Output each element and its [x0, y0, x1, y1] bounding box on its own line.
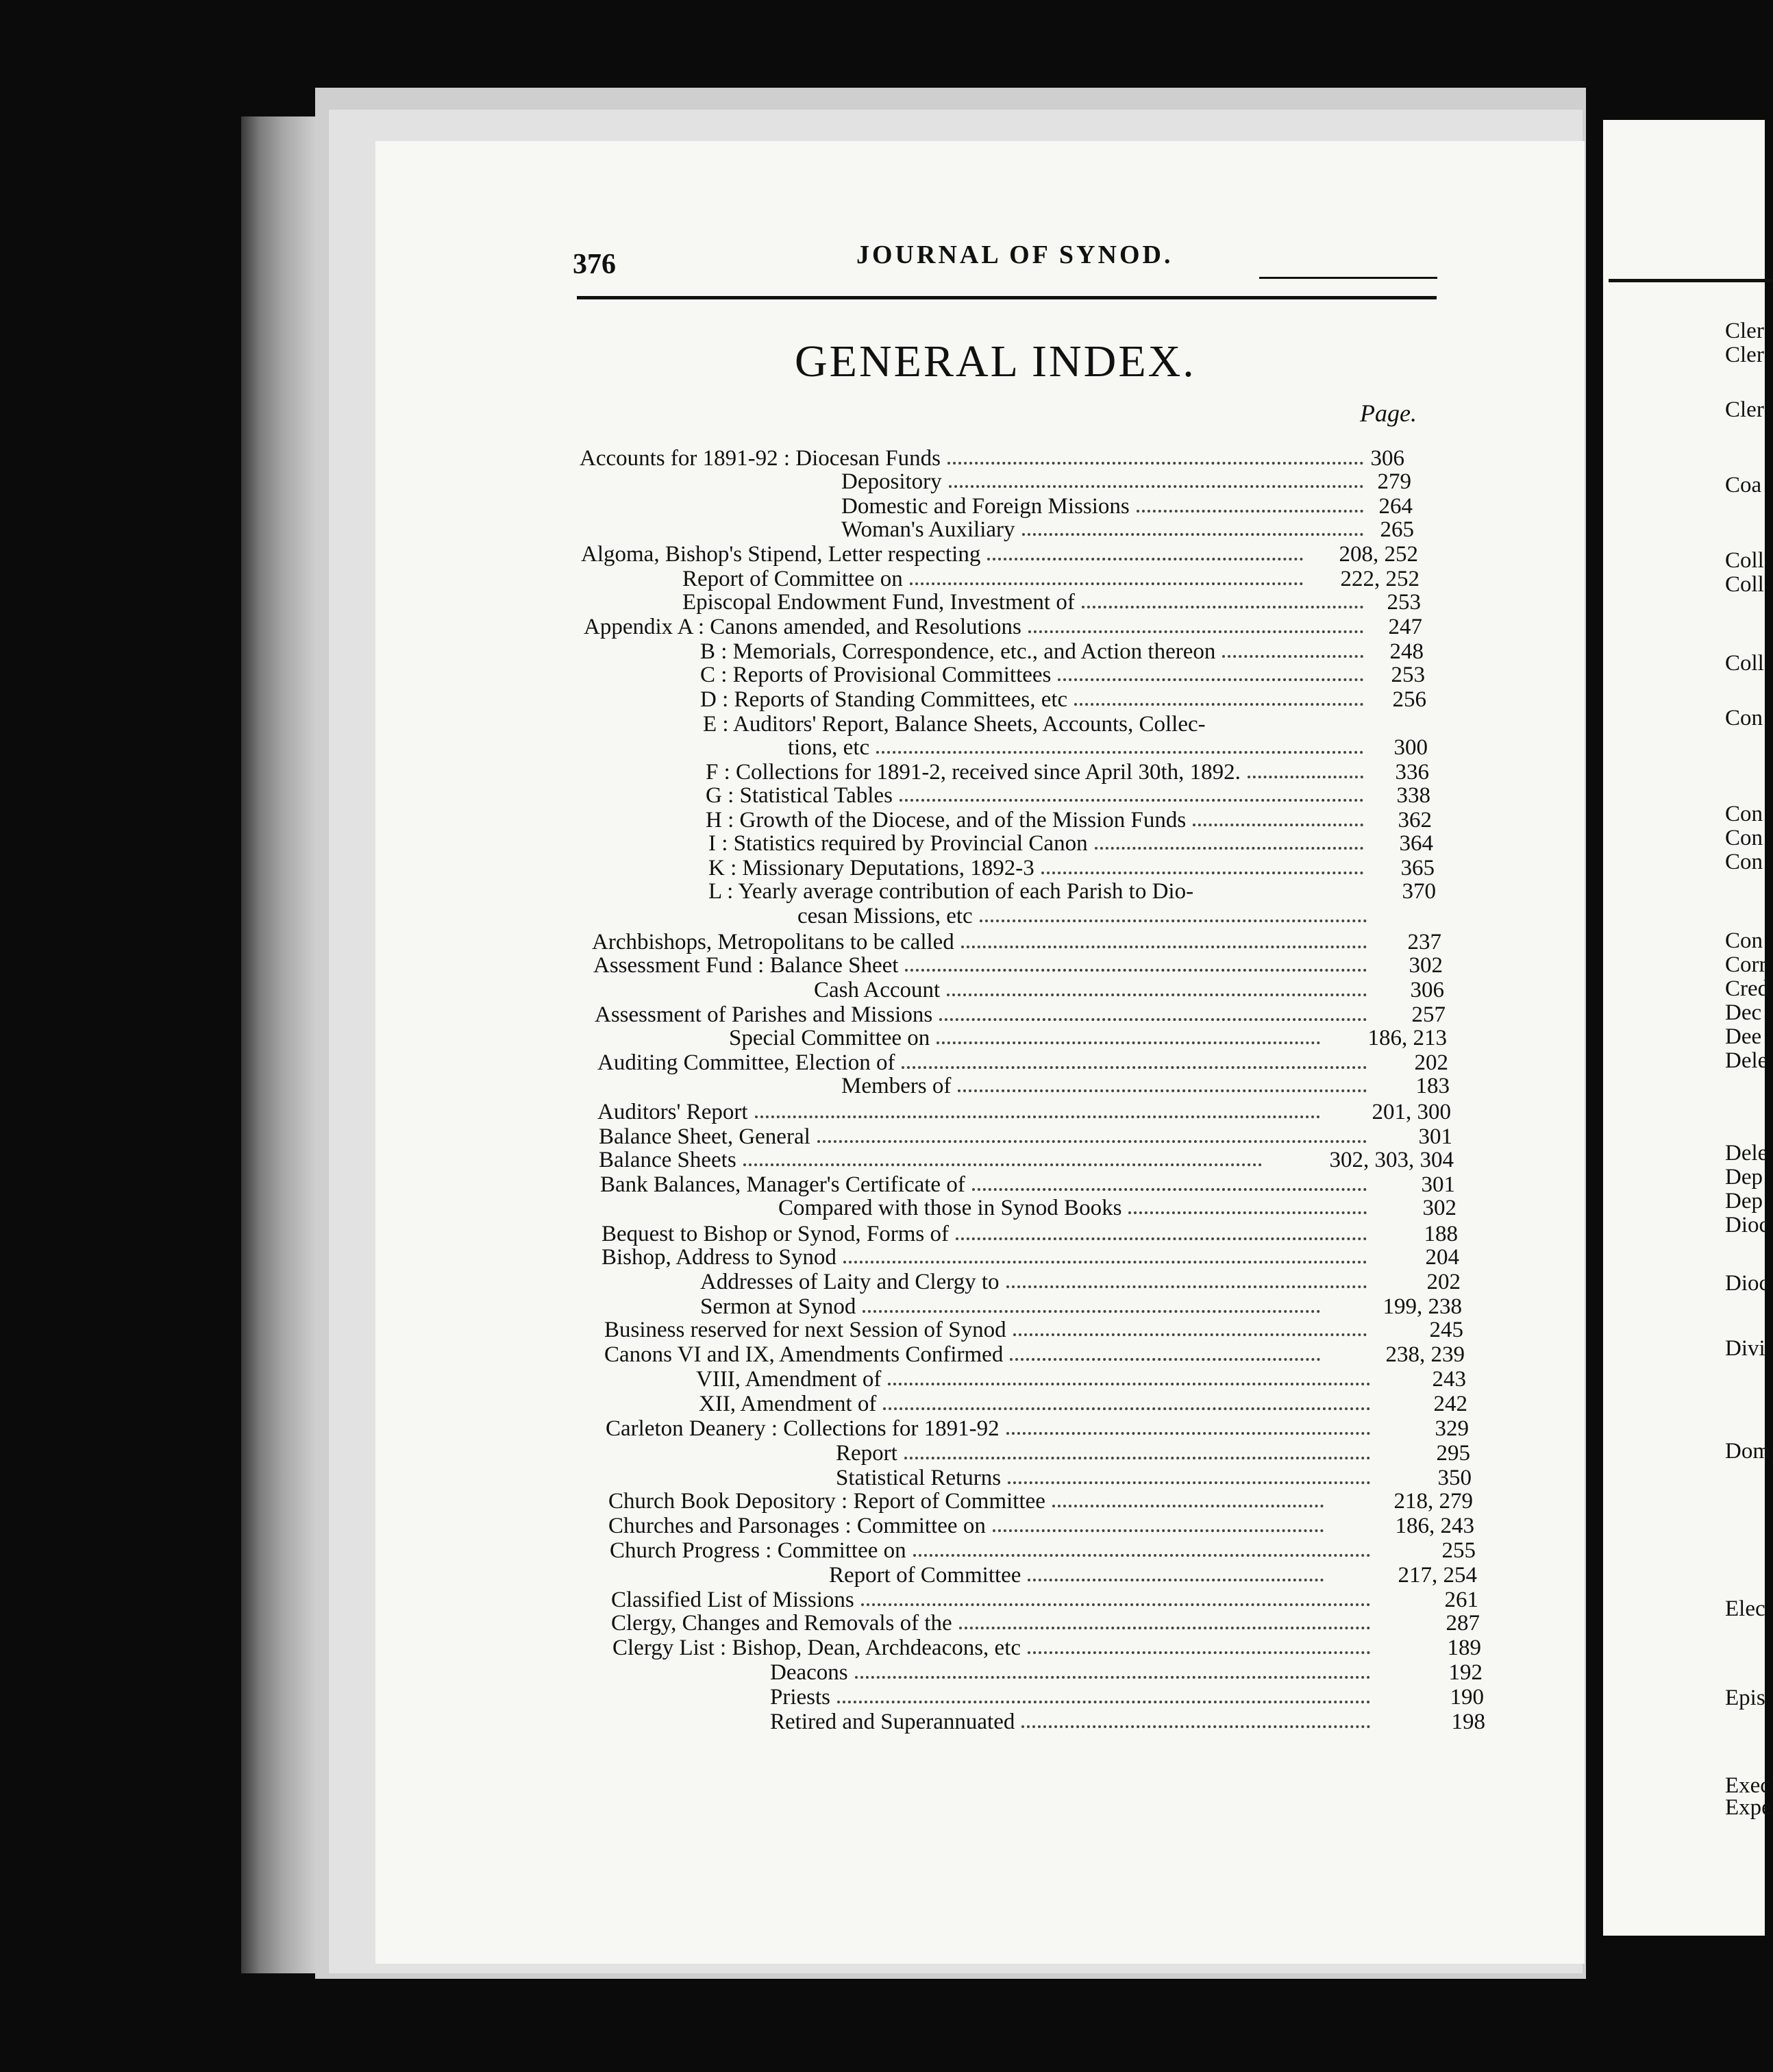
index-entry-page: 198 [1451, 1710, 1485, 1734]
facing-page-fragment: Divi [1725, 1336, 1765, 1361]
index-entry [0, 517, 1765, 543]
dot-leader [743, 1163, 1262, 1166]
index-entry [0, 639, 1765, 665]
index-entry-text: Bequest to Bishop or Synod, Forms of [602, 1222, 949, 1246]
dot-leader [1041, 872, 1363, 874]
index-entry-text: Classified List of Missions [611, 1588, 854, 1612]
index-entry [0, 1562, 1765, 1588]
dot-leader [902, 1066, 1367, 1069]
index-entry-text: Retired and Superannuated [770, 1710, 1015, 1734]
dot-leader [855, 1676, 1370, 1679]
facing-page-fragment: Dom [1725, 1439, 1770, 1464]
dot-leader [949, 485, 1363, 488]
index-entry [0, 687, 1765, 713]
index-entry-page: 365 [1400, 856, 1435, 880]
dot-leader [861, 1603, 1370, 1606]
index-entry [0, 711, 1765, 737]
index-entry-page: 329 [1435, 1416, 1469, 1441]
facing-page-fragment: Con [1725, 802, 1763, 826]
index-entry-text: Report of Committee on [682, 567, 903, 591]
dot-leader [1074, 703, 1363, 706]
facing-page-fragment: Dep [1725, 1165, 1763, 1189]
index-entry-text: Churches and Parsonages : Committee on [608, 1514, 986, 1538]
dot-leader [755, 1115, 1320, 1118]
index-entry-text: Church Progress : Committee on [610, 1538, 906, 1563]
dot-leader [863, 1310, 1320, 1313]
index-entry-text: Assessment Fund : Balance Sheet [593, 953, 899, 978]
index-entry [0, 977, 1765, 1003]
dot-leader [1010, 1358, 1320, 1361]
dot-leader [1028, 630, 1363, 633]
index-entry-text: Carleton Deanery : Collections for 1891-92 [606, 1416, 1000, 1441]
index-entry-page: 370 [1402, 879, 1436, 904]
index-entry-page: 302, 303, 304 [1329, 1148, 1454, 1172]
dot-leader [939, 1018, 1367, 1021]
index-entry-page: 302 [1422, 1196, 1456, 1220]
index-entry [0, 903, 1765, 929]
dot-leader [993, 1529, 1324, 1532]
index-entry-page: 264 [1378, 494, 1413, 519]
index-entry [0, 1050, 1765, 1076]
dot-leader [1128, 1211, 1367, 1214]
dot-leader [905, 969, 1367, 972]
index-entry-page: 204 [1425, 1245, 1459, 1270]
index-entry-text: Report of Committee [829, 1563, 1021, 1588]
facing-page-fragment: Cler [1725, 343, 1764, 367]
index-entry-page: 248 [1389, 639, 1424, 664]
facing-page-rule [1609, 279, 1773, 282]
index-entry-page: 183 [1415, 1074, 1450, 1098]
index-entry [0, 782, 1765, 809]
index-entry [0, 1221, 1765, 1247]
facing-page [1603, 120, 1772, 1936]
index-entry [0, 1147, 1765, 1173]
dot-leader [972, 1188, 1367, 1191]
index-entry [0, 1538, 1765, 1564]
facing-page-fragment: Con [1725, 826, 1763, 850]
index-entry-text: Addresses of Laity and Clergy to [700, 1270, 1000, 1294]
index-entry-page: 201, 300 [1372, 1100, 1451, 1124]
facing-page-fragment: Dee [1725, 1024, 1762, 1049]
index-entry-page: 295 [1436, 1441, 1470, 1466]
index-entry-page: 199, 238 [1383, 1294, 1462, 1319]
index-entry [0, 1025, 1765, 1051]
dot-leader [843, 1261, 1367, 1263]
dot-leader [1248, 776, 1363, 778]
facing-page-fragment: Elec [1725, 1596, 1765, 1621]
dot-leader [959, 1627, 1370, 1629]
dot-leader [961, 946, 1367, 948]
index-entry-text: K : Missionary Deputations, 1892-3 [708, 856, 1034, 880]
index-entry [0, 469, 1765, 495]
index-entry-text: tions, etc [788, 735, 870, 760]
facing-page-fragment: Dioc [1725, 1271, 1770, 1296]
index-entry-text: Bank Balances, Manager's Certificate of [600, 1172, 965, 1197]
dot-leader [1008, 1481, 1370, 1484]
index-entry-page: 362 [1398, 808, 1432, 832]
index-entry [0, 807, 1765, 833]
index-entry-text: B : Memorials, Correspondence, etc., and Action thereon [700, 639, 1216, 664]
index-entry-text: XII, Amendment of [699, 1392, 877, 1416]
facing-page-fragment: Epis [1725, 1686, 1765, 1710]
index-entry [0, 1195, 1765, 1221]
facing-page-fragment: Con [1725, 706, 1763, 730]
facing-page-fragment: Dele [1725, 1048, 1768, 1073]
index-entry-page: 253 [1387, 590, 1421, 615]
index-entry [0, 759, 1765, 785]
index-entry [0, 1073, 1765, 1099]
dot-leader [947, 462, 1363, 465]
index-entry-page: 186, 213 [1367, 1026, 1447, 1050]
index-entry-page: 255 [1441, 1538, 1476, 1563]
index-entry [0, 952, 1765, 978]
index-entry-page: 190 [1450, 1685, 1484, 1710]
index-entry [0, 1488, 1765, 1514]
facing-page-fragment: Coll [1725, 548, 1764, 573]
index-entry [0, 1294, 1765, 1320]
index-entry [0, 1587, 1765, 1613]
index-entry [0, 614, 1765, 640]
index-entry [0, 830, 1765, 856]
dot-leader [1013, 1333, 1367, 1336]
dot-leader [1006, 1432, 1370, 1435]
dot-leader [1006, 1285, 1367, 1288]
facing-page-fragment: Con [1725, 928, 1763, 953]
index-entry-page: 222, 252 [1340, 567, 1419, 591]
index-entry-text: Business reserved for next Session of Synod [604, 1318, 1006, 1342]
index-entry [0, 1366, 1765, 1392]
dot-leader [876, 751, 1363, 754]
index-entry-page: 336 [1395, 760, 1429, 785]
index-entry-text: Bishop, Address to Synod [602, 1245, 836, 1270]
dot-leader [1058, 678, 1363, 681]
index-entry-page: 301 [1418, 1124, 1452, 1149]
dot-leader [904, 1457, 1370, 1459]
dot-leader [1022, 533, 1363, 536]
index-entry [0, 1635, 1765, 1661]
index-entry [0, 1660, 1765, 1686]
index-entry-page: 188 [1424, 1222, 1458, 1246]
index-entry-page: 245 [1429, 1318, 1463, 1342]
facing-page-fragment: Corr [1725, 952, 1767, 977]
index-entry [0, 445, 1765, 471]
index-entry-page: 202 [1426, 1270, 1461, 1294]
index-entry-page: 243 [1432, 1367, 1466, 1392]
facing-page-fragment: Exec [1725, 1773, 1770, 1798]
index-entry-text: D : Reports of Standing Committees, etc [700, 687, 1068, 712]
dot-leader [888, 1383, 1370, 1385]
index-title: GENERAL INDEX. [795, 336, 1196, 386]
index-entry [0, 1244, 1765, 1270]
index-entry-page: 247 [1388, 615, 1422, 639]
dot-leader [1082, 606, 1363, 608]
dot-leader [913, 1554, 1370, 1557]
header-rule-right [1259, 277, 1437, 279]
index-entry [0, 566, 1765, 592]
index-entry-page: 265 [1380, 517, 1414, 542]
index-entry-page: 279 [1377, 469, 1411, 494]
dot-leader [987, 558, 1303, 560]
facing-page-fragment: Dele [1725, 1141, 1768, 1166]
dot-leader [980, 920, 1367, 922]
index-entry-text: F : Collections for 1891-2, received since April 30th, 1892. [706, 760, 1241, 785]
dot-leader [1222, 655, 1363, 658]
index-entry-text: cesan Missions, etc [797, 904, 973, 928]
index-entry [0, 662, 1765, 688]
dot-leader [947, 994, 1367, 996]
index-entry-text: E : Auditors' Report, Balance Sheets, Accounts, Collec- [703, 712, 1206, 737]
dot-leader [900, 799, 1363, 802]
index-entry-page: 364 [1399, 831, 1433, 856]
index-entry-text: Assessment of Parishes and Missions [595, 1002, 933, 1027]
index-entry [0, 589, 1765, 615]
facing-page-fragment: Coa [1725, 473, 1762, 497]
index-entry-text: Sermon at Synod [700, 1294, 856, 1319]
index-entry-page: 350 [1437, 1466, 1472, 1490]
dot-leader [956, 1237, 1367, 1240]
index-entry-page: 242 [1433, 1392, 1467, 1416]
index-entry-text: Auditors' Report [597, 1100, 748, 1124]
facing-page-fragment: Coll [1725, 651, 1764, 676]
index-entry-page: 306 [1370, 446, 1404, 471]
index-entry-page: 218, 279 [1393, 1489, 1473, 1514]
dot-leader [1028, 1579, 1324, 1581]
facing-page-fragment: Con [1725, 850, 1763, 874]
facing-page-fragment: Dep [1725, 1189, 1763, 1213]
dot-leader [1052, 1505, 1324, 1507]
index-entry-text: C : Reports of Provisional Committees [700, 663, 1052, 687]
index-entry-page: 238, 239 [1385, 1342, 1465, 1367]
dot-leader [837, 1701, 1370, 1703]
index-entry-page: 261 [1444, 1588, 1478, 1612]
index-entry [0, 493, 1765, 519]
index-entry-text: G : Statistical Tables [706, 783, 893, 808]
index-entry-text: Compared with those in Synod Books [778, 1196, 1122, 1220]
index-entry-page: 189 [1447, 1636, 1481, 1660]
facing-page-fragment: Expe [1725, 1795, 1772, 1820]
index-entry-text: H : Growth of the Diocese, and of the Mission Funds [706, 808, 1187, 832]
index-entry-text: Clergy List : Bishop, Dean, Archdeacons, etc [612, 1636, 1021, 1660]
dot-leader [1028, 1651, 1370, 1654]
dot-leader [1137, 510, 1363, 513]
index-entry-text: Statistical Returns [836, 1466, 1002, 1490]
index-entry-text: Balance Sheets [599, 1148, 736, 1172]
index-entry-page: 192 [1448, 1660, 1483, 1685]
index-entry-text: Church Book Depository : Report of Committee [608, 1489, 1045, 1514]
index-entry-text: Deacons [770, 1660, 848, 1685]
dot-leader [817, 1140, 1367, 1143]
index-entry-page: 287 [1446, 1611, 1480, 1636]
page-number: 376 [573, 249, 616, 280]
dot-leader [937, 1041, 1320, 1044]
header-rule [577, 296, 1437, 299]
index-entry [0, 1124, 1765, 1150]
index-entry-text: Balance Sheet, General [599, 1124, 810, 1149]
dot-leader [1095, 847, 1363, 850]
facing-page-fragment: Cred [1725, 976, 1770, 1001]
index-entry [0, 1465, 1765, 1491]
facing-page-fragment: Coll [1725, 572, 1764, 597]
index-entry-page: 257 [1411, 1002, 1446, 1027]
index-entry [0, 855, 1765, 881]
facing-page-fragment: Dioc [1725, 1213, 1770, 1237]
index-entry-text: I : Statistics required by Provincial Canon [708, 831, 1088, 856]
index-entry-text: Auditing Committee, Election of [597, 1050, 895, 1075]
index-entry [0, 1684, 1765, 1710]
index-entry [0, 1099, 1765, 1125]
dot-leader [958, 1089, 1367, 1092]
index-entry-page: 301 [1421, 1172, 1455, 1197]
index-entry [0, 1317, 1765, 1343]
index-entry [0, 541, 1765, 567]
index-entry-text: Clergy, Changes and Removals of the [611, 1611, 952, 1636]
index-entry [0, 1391, 1765, 1417]
index-entry-text: Appendix A : Canons amended, and Resolutions [584, 615, 1021, 639]
index-entry [0, 929, 1765, 955]
index-entry-page: 237 [1407, 930, 1441, 954]
index-entry-page: 208, 252 [1339, 542, 1418, 567]
index-entry-text: Algoma, Bishop's Stipend, Letter respecting [581, 542, 981, 567]
index-entry-text: Cash Account [814, 978, 941, 1002]
index-entry-text: Episcopal Endowment Fund, Investment of [682, 590, 1075, 615]
index-entry [0, 735, 1765, 761]
index-entry-page: 300 [1393, 735, 1428, 760]
index-entry-page: 186, 243 [1395, 1514, 1474, 1538]
index-entry [0, 1172, 1765, 1198]
dot-leader [1021, 1725, 1370, 1728]
index-entry-text: Archbishops, Metropolitans to be called [592, 930, 954, 954]
facing-page-fragment: Cler [1725, 397, 1764, 422]
index-entry-text: Domestic and Foreign Missions [841, 494, 1130, 519]
index-entry [0, 1440, 1765, 1466]
index-entry [0, 1269, 1765, 1295]
dot-leader [883, 1407, 1370, 1410]
index-entry-text: Accounts for 1891-92 : Diocesan Funds [580, 446, 941, 471]
index-entry-text: L : Yearly average contribution of each Parish to Dio- [708, 879, 1194, 904]
facing-page-fragment: Cler [1725, 319, 1764, 343]
index-entry [0, 1610, 1765, 1636]
index-entry-page: 338 [1396, 783, 1430, 808]
index-entry-page: 217, 254 [1398, 1563, 1477, 1588]
index-entry [0, 878, 1765, 904]
index-entry-text: Special Committee on [729, 1026, 930, 1050]
index-entry-text: Depository [841, 469, 942, 494]
index-entry-text: Report [836, 1441, 897, 1466]
index-entry-text: Priests [770, 1685, 831, 1710]
running-title: JOURNAL OF SYNOD. [856, 241, 1174, 269]
index-entry-page: 302 [1409, 953, 1443, 978]
index-entry [0, 1416, 1765, 1442]
index-entry [0, 1342, 1765, 1368]
facing-page-fragment: Dec [1725, 1000, 1762, 1025]
index-entry-text: Canons VI and IX, Amendments Confirmed [604, 1342, 1004, 1367]
page-column-label: Page. [1360, 399, 1417, 427]
index-entry [0, 1513, 1765, 1539]
index-entry [0, 1709, 1765, 1735]
dot-leader [910, 582, 1303, 585]
index-entry-page: 256 [1392, 687, 1426, 712]
dot-leader [1193, 824, 1363, 826]
index-entry-text: VIII, Amendment of [696, 1367, 882, 1392]
index-entry [0, 1002, 1765, 1028]
index-entry-text: Woman's Auxiliary [841, 517, 1015, 542]
index-entry-page: 253 [1391, 663, 1425, 687]
index-entry-page: 306 [1410, 978, 1444, 1002]
index-entry-text: Members of [841, 1074, 952, 1098]
index-entry-page: 202 [1414, 1050, 1448, 1075]
